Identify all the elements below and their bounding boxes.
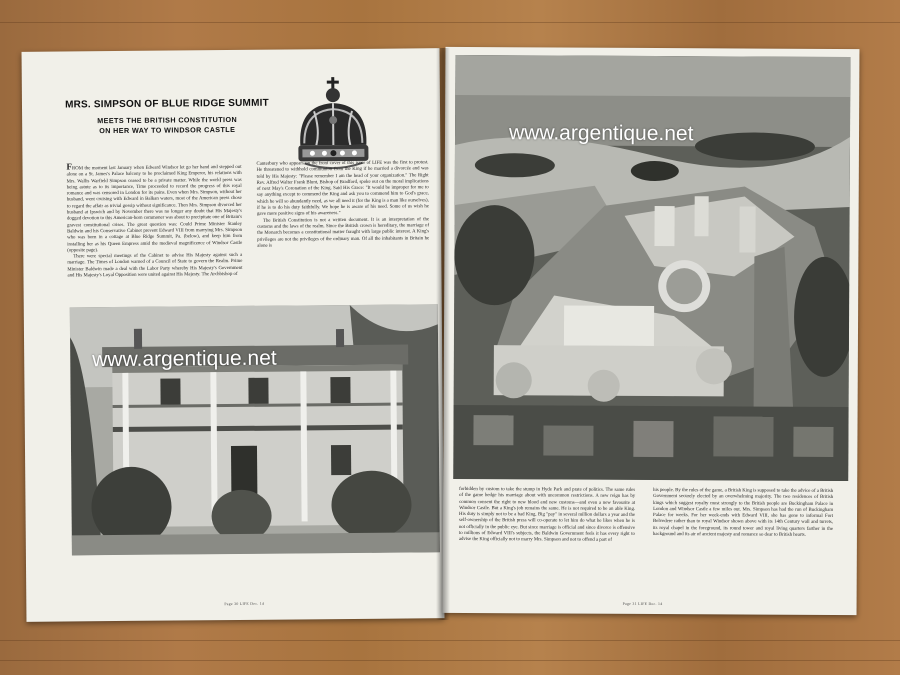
column-1-paragraph-1: ROM the moment last January when Edward Windsor let go her hand and stepped out alone on a St. James's Palace balcony to be proclaimed King Emperor, his relations with Mrs. Wallis Warfield Simpson ceased to be a private matter. While the world press was being astute as to its importance, Time proceeded to record the progress of this royal romance and was censored in London for its pains. Even when Mrs. Simpson, without her husband, went cruising with Edward in Balkan waters, most of the American press chose to regard the affair as trivial gossip without significance. Then Mrs. Simpson divorced her husband at Ipswich and by November there was no longer any doubt that His Majesty's dogged devotion to this American-born commoner was about to precipitate one of Britain's gravest constitutional crises. The great question was: Could Prime Minister Stanley Baldwin and his Conservative Cabinet prevent Edward VIII from marrying Mrs. Simpson who was born in a cottage at Blue Ridge Summit, Pa. (below), and keep him from installing her as his Queen Empress amid the medieval magnificence of Windsor Castle (opposite page). <box>66 164 243 254</box>
drop-cap: F <box>66 161 73 172</box>
article-column-1 <box>66 162 242 280</box>
page-folio: Page 31 LIFE Dec. 14 <box>622 601 663 607</box>
windsor-castle-aerial-photo <box>453 55 850 481</box>
right-magazine-page <box>443 47 860 615</box>
column-2-paragraph-1: Canterbury who appears on the front cover of this issue of LIFE was the first to protest. He threatened to withhold communion from the King if he married a divorcée and was told by His Majesty: "Please remember I am the head of your organization." The Right Rev. Alfred Walter Frank Blunt, Bishop of Bradford, spoke out on the moral implications of next May's Coronation of the King. Said His Grace: "It would be improper for me to say anything except to commend the King and ask you to commend him to God's grace, which he will so abundantly need, as we all need it (for the King is a man like ourselves), if he is to do his duty faithfully. We hope he is aware of his need. Some of us wish he gave more positive signs of his awareness." <box>256 160 429 218</box>
subheadline-2: ON HER WAY TO WINDSOR CASTLE <box>99 124 236 136</box>
article-headline-block <box>62 98 272 137</box>
column-4-paragraph: his people. By the rules of the game, a British King is supposed to take the advice of a British Government securely elected by an overwhelming majority. The two residences of British kings which suggest royalty most strongly to the British people are Buckingham Palace in London and Windsor Castle a few miles out. Mrs. Simpson has had the run of Buckingham Palace for weeks. For her week-ends with Edward VIII, she has gone to informal Fort Belvedere rather than to royal Windsor shown above with its 14th Century wall and turrets, its royal chapel in the foreground, its round tower and royal living quarters farther in the background and its air of ancient majesty and romance so dear to British hearts. <box>652 488 834 538</box>
headline: MRS. SIMPSON OF BLUE RIDGE SUMMIT <box>65 97 269 111</box>
column-3-paragraph: forbidden by custom to take the stump in Hyde Park and prate of politics. The same rules of the game hedge his marriage about with uncommon restrictions. A new reign has by common consent the right to new blood and new customs—and even a new favourite at Windsor Castle. But a King's job remains the same. He is not required to be an able King. His duty is simply not to be a bad King. Big "pay" in several million dollars a year and the self-ownership of the British press will co-operate to let him do what he likes when he is not officially in the public eye. But since marriage is official and since divorce is offensive to millions of Edward VIII's subjects, the Baldwin Government feels it has every right to advise the King officially not to marry Mrs. Simpson and not to offend a part of <box>458 486 636 544</box>
left-magazine-page <box>22 48 445 622</box>
wood-grain <box>0 640 900 641</box>
watermark: www.argentique.net <box>508 121 694 146</box>
article-column-3 <box>459 487 635 545</box>
page-folio: Page 30 LIFE Dec. 14 <box>224 601 265 607</box>
watermark: www.argentique.net <box>92 346 277 372</box>
wood-grain <box>0 22 900 23</box>
page-gutter <box>436 48 450 620</box>
article-column-4 <box>653 488 833 539</box>
subheadline-1: MEETS THE BRITISH CONSTITUTION <box>97 114 238 126</box>
blue-ridge-cottage-photo <box>70 304 440 555</box>
wood-grain <box>0 660 900 661</box>
column-1-paragraph-2: There were special meetings of the Cabinet to advise His Majesty against such a marriage. The Times of London warned of a Council of State to govern the Realm. Prime Minister Baldwin made a deal with the Labor Party whereby His Majesty's Government and His Majesty's Loyal Opposition were united against His Majesty. The Archbishop of <box>67 253 243 279</box>
article-column-2 <box>256 160 429 250</box>
column-2-paragraph-2: The British Constitution is not a written document. It is an interpretation of the customs and the laws of the realm. Since the British crown is hereditary, the marriage of the Monarch becomes a constitutional matter fraught with large public interest. A King's privileges are not the privileges of the ordinary man. Of all the inhabitants in Britain he alone is <box>257 216 430 249</box>
